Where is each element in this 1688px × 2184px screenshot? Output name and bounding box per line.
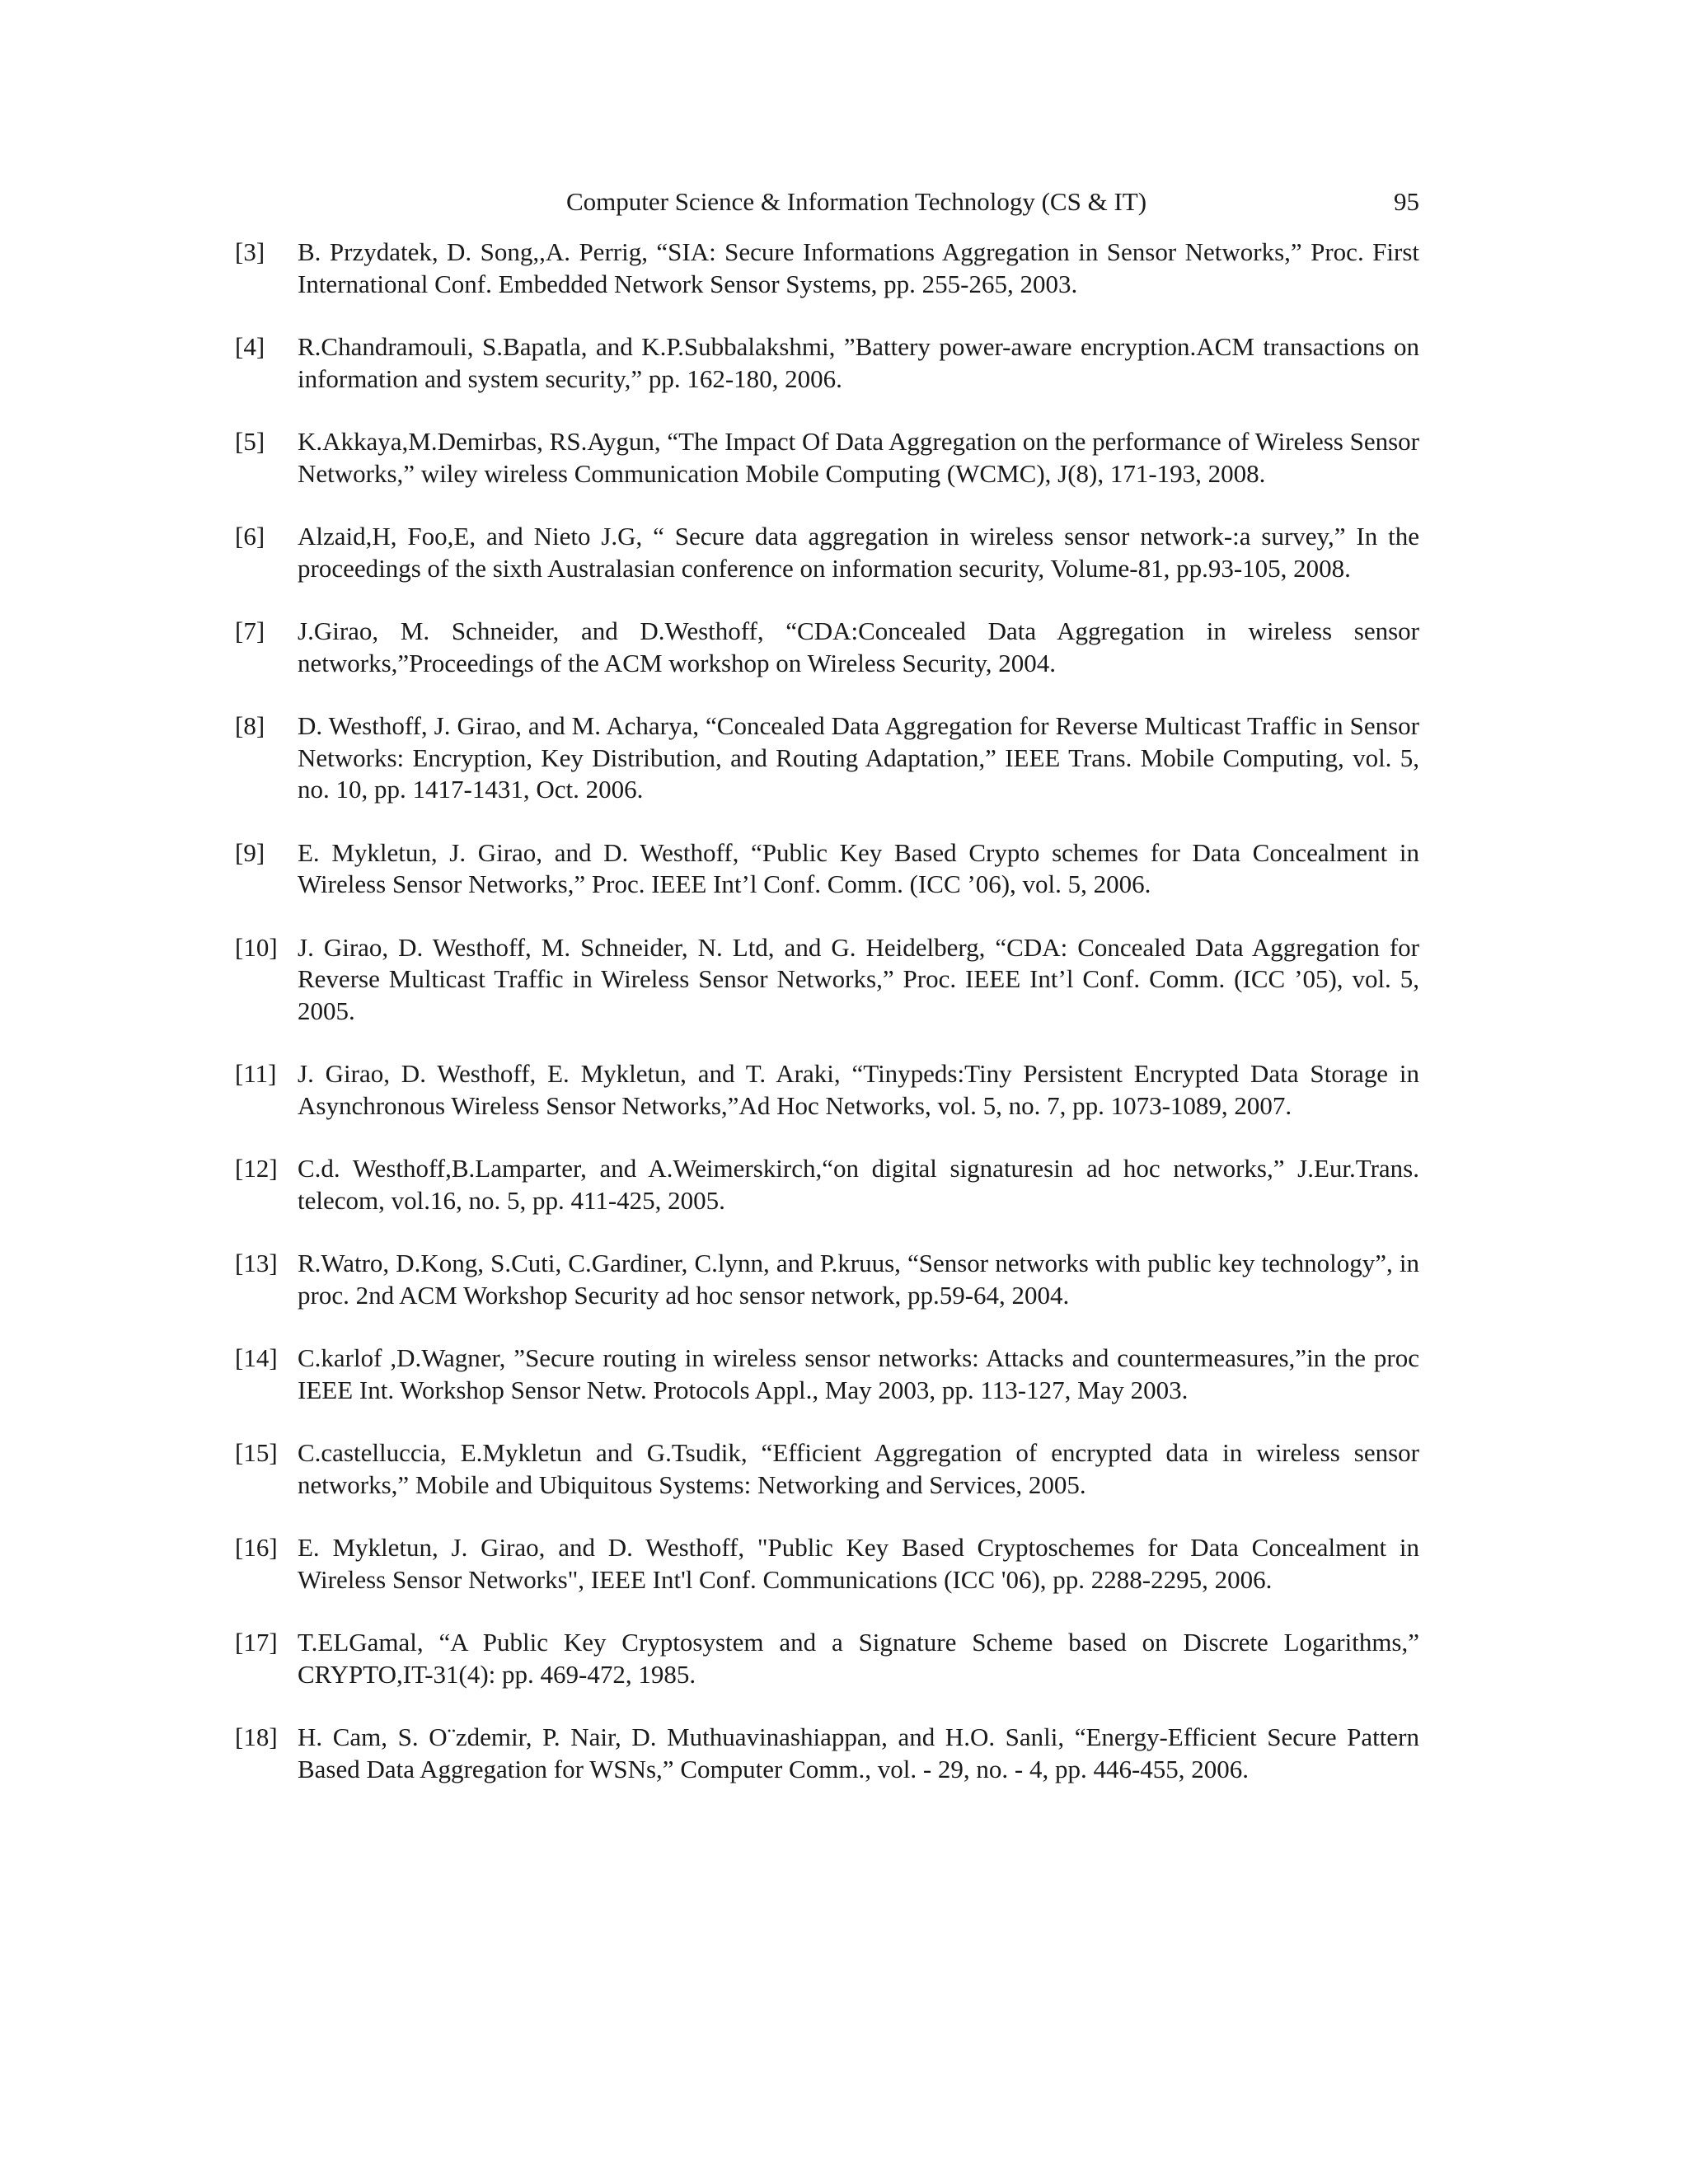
reference-number: [5]	[235, 427, 265, 456]
reference-number: [11]	[235, 1059, 277, 1088]
reference-item	[235, 426, 1419, 490]
page-number: 95	[1394, 187, 1419, 216]
reference-item	[235, 1343, 1419, 1406]
reference-number: [6]	[235, 522, 265, 551]
reference-number: [13]	[235, 1249, 278, 1277]
reference-item	[235, 1248, 1419, 1311]
reference-text: C.karlof ,D.Wagner, ”Secure routing in wireless sensor networks: Attacks and countermeasures,”in the proc IEEE Int. Workshop Sensor Netw. Protocols Appl., May 2003, pp. 113-127, May 2003.	[298, 1343, 1419, 1404]
reference-number: [10]	[235, 932, 278, 962]
reference-text: R.Chandramouli, S.Bapatla, and K.P.Subbalakshmi, ”Battery power-aware encryption.ACM transactions on information and system security,” pp. 162-180, 2006.	[298, 332, 1419, 393]
reference-number: [16]	[235, 1533, 278, 1562]
reference-text: D. Westhoff, J. Girao, and M. Acharya, “Concealed Data Aggregation for Reverse Multicast Traffic in Sensor Networks: Encryption, Key Distribution, and Routing Adaptation,” IEEE Trans. Mobile Computing, vol. 5, no. 10, pp. 1417-1431, Oct. 2006.	[298, 711, 1419, 804]
reference-text: K.Akkaya,M.Demirbas, RS.Aygun, “The Impact Of Data Aggregation on the performance of Wireless Sensor Networks,” wiley wireless Communication Mobile Computing (WCMC), J(8), 171-193, 2008.	[298, 427, 1419, 488]
reference-number: [7]	[235, 616, 265, 645]
reference-text: B. Przydatek, D. Song,,A. Perrig, “SIA: Secure Informations Aggregation in Sensor Networks,” Proc. First International Conf. Embedded Network Sensor Systems, pp. 255-265, 2003.	[298, 237, 1419, 298]
reference-item	[235, 331, 1419, 395]
reference-item	[235, 1437, 1419, 1501]
reference-text: C.d. Westhoff,B.Lamparter, and A.Weimerskirch,“on digital signaturesin ad hoc networks,” J.Eur.Trans. telecom, vol.16, no. 5, pp. 411-425, 2005.	[298, 1154, 1419, 1215]
reference-number: [4]	[235, 332, 265, 361]
reference-item	[235, 1058, 1419, 1122]
reference-text: J. Girao, D. Westhoff, E. Mykletun, and T. Araki, “Tinypeds:Tiny Persistent Encrypted Data Storage in Asynchronous Wireless Sensor Networks,”Ad Hoc Networks, vol. 5, no. 7, pp. 1073-1089, 2007.	[298, 1059, 1419, 1120]
reference-number: [14]	[235, 1343, 278, 1372]
reference-text: H. Cam, S. O¨zdemir, P. Nair, D. Muthuavinashiappan, and H.O. Sanli, “Energy-Efficient Secure Pattern Based Data Aggregation for WSNs,” Computer Comm., vol. - 29, no. - 4, pp. 446-455, 2006.	[298, 1722, 1419, 1783]
reference-number: [9]	[235, 837, 265, 867]
page-header	[293, 185, 1419, 219]
reference-text: C.castelluccia, E.Mykletun and G.Tsudik, “Efficient Aggregation of encrypted data in wireless sensor networks,” Mobile and Ubiquitous Systems: Networking and Services, 2005.	[298, 1438, 1419, 1499]
reference-text: R.Watro, D.Kong, S.Cuti, C.Gardiner, C.lynn, and P.kruus, “Sensor networks with public key technology”, in proc. 2nd ACM Workshop Security ad hoc sensor network, pp.59-64, 2004.	[298, 1249, 1419, 1310]
reference-item	[235, 1722, 1419, 1785]
reference-list	[235, 237, 1419, 1816]
reference-item	[235, 237, 1419, 300]
reference-number: [3]	[235, 237, 265, 266]
reference-number: [12]	[235, 1154, 278, 1183]
reference-text: J.Girao, M. Schneider, and D.Westhoff, “CDA:Concealed Data Aggregation in wireless sensor networks,”Proceedings of the ACM workshop on Wireless Security, 2004.	[298, 616, 1419, 677]
reference-text: Alzaid,H, Foo,E, and Nieto J.G, “ Secure data aggregation in wireless sensor network-:a survey,” In the proceedings of the sixth Australasian conference on information security, Volume-81, pp.93-105, 2008.	[298, 522, 1419, 583]
reference-item	[235, 1627, 1419, 1690]
reference-number: [18]	[235, 1722, 278, 1751]
reference-item	[235, 521, 1419, 584]
reference-text: J. Girao, D. Westhoff, M. Schneider, N. Ltd, and G. Heidelberg, “CDA: Concealed Data Aggregation for Reverse Multicast Traffic in Wireless Sensor Networks,” Proc. IEEE Int’l Conf. Comm. (ICC ’05), vol. 5, 2005.	[298, 932, 1419, 1025]
reference-number: [17]	[235, 1628, 278, 1657]
reference-item	[235, 710, 1419, 806]
reference-item	[235, 837, 1419, 901]
reference-text: E. Mykletun, J. Girao, and D. Westhoff, "Public Key Based Cryptoschemes for Data Concealment in Wireless Sensor Networks", IEEE Int'l Conf. Communications (ICC '06), pp. 2288-2295, 2006.	[298, 1533, 1419, 1594]
reference-item	[235, 1153, 1419, 1216]
reference-text: T.ELGamal, “A Public Key Cryptosystem and a Signature Scheme based on Discrete Logarithms,” CRYPTO,IT-31(4): pp. 469-472, 1985.	[298, 1628, 1419, 1689]
reference-item	[235, 1532, 1419, 1596]
reference-number: [8]	[235, 711, 265, 740]
reference-item	[235, 932, 1419, 1028]
running-title: Computer Science & Information Technology (CS & IT)	[565, 187, 1147, 216]
reference-number: [15]	[235, 1438, 278, 1467]
reference-text: E. Mykletun, J. Girao, and D. Westhoff, “Public Key Based Crypto schemes for Data Concealment in Wireless Sensor Networks,” Proc. IEEE Int’l Conf. Comm. (ICC ’06), vol. 5, 2006.	[298, 837, 1419, 898]
reference-item	[235, 616, 1419, 679]
